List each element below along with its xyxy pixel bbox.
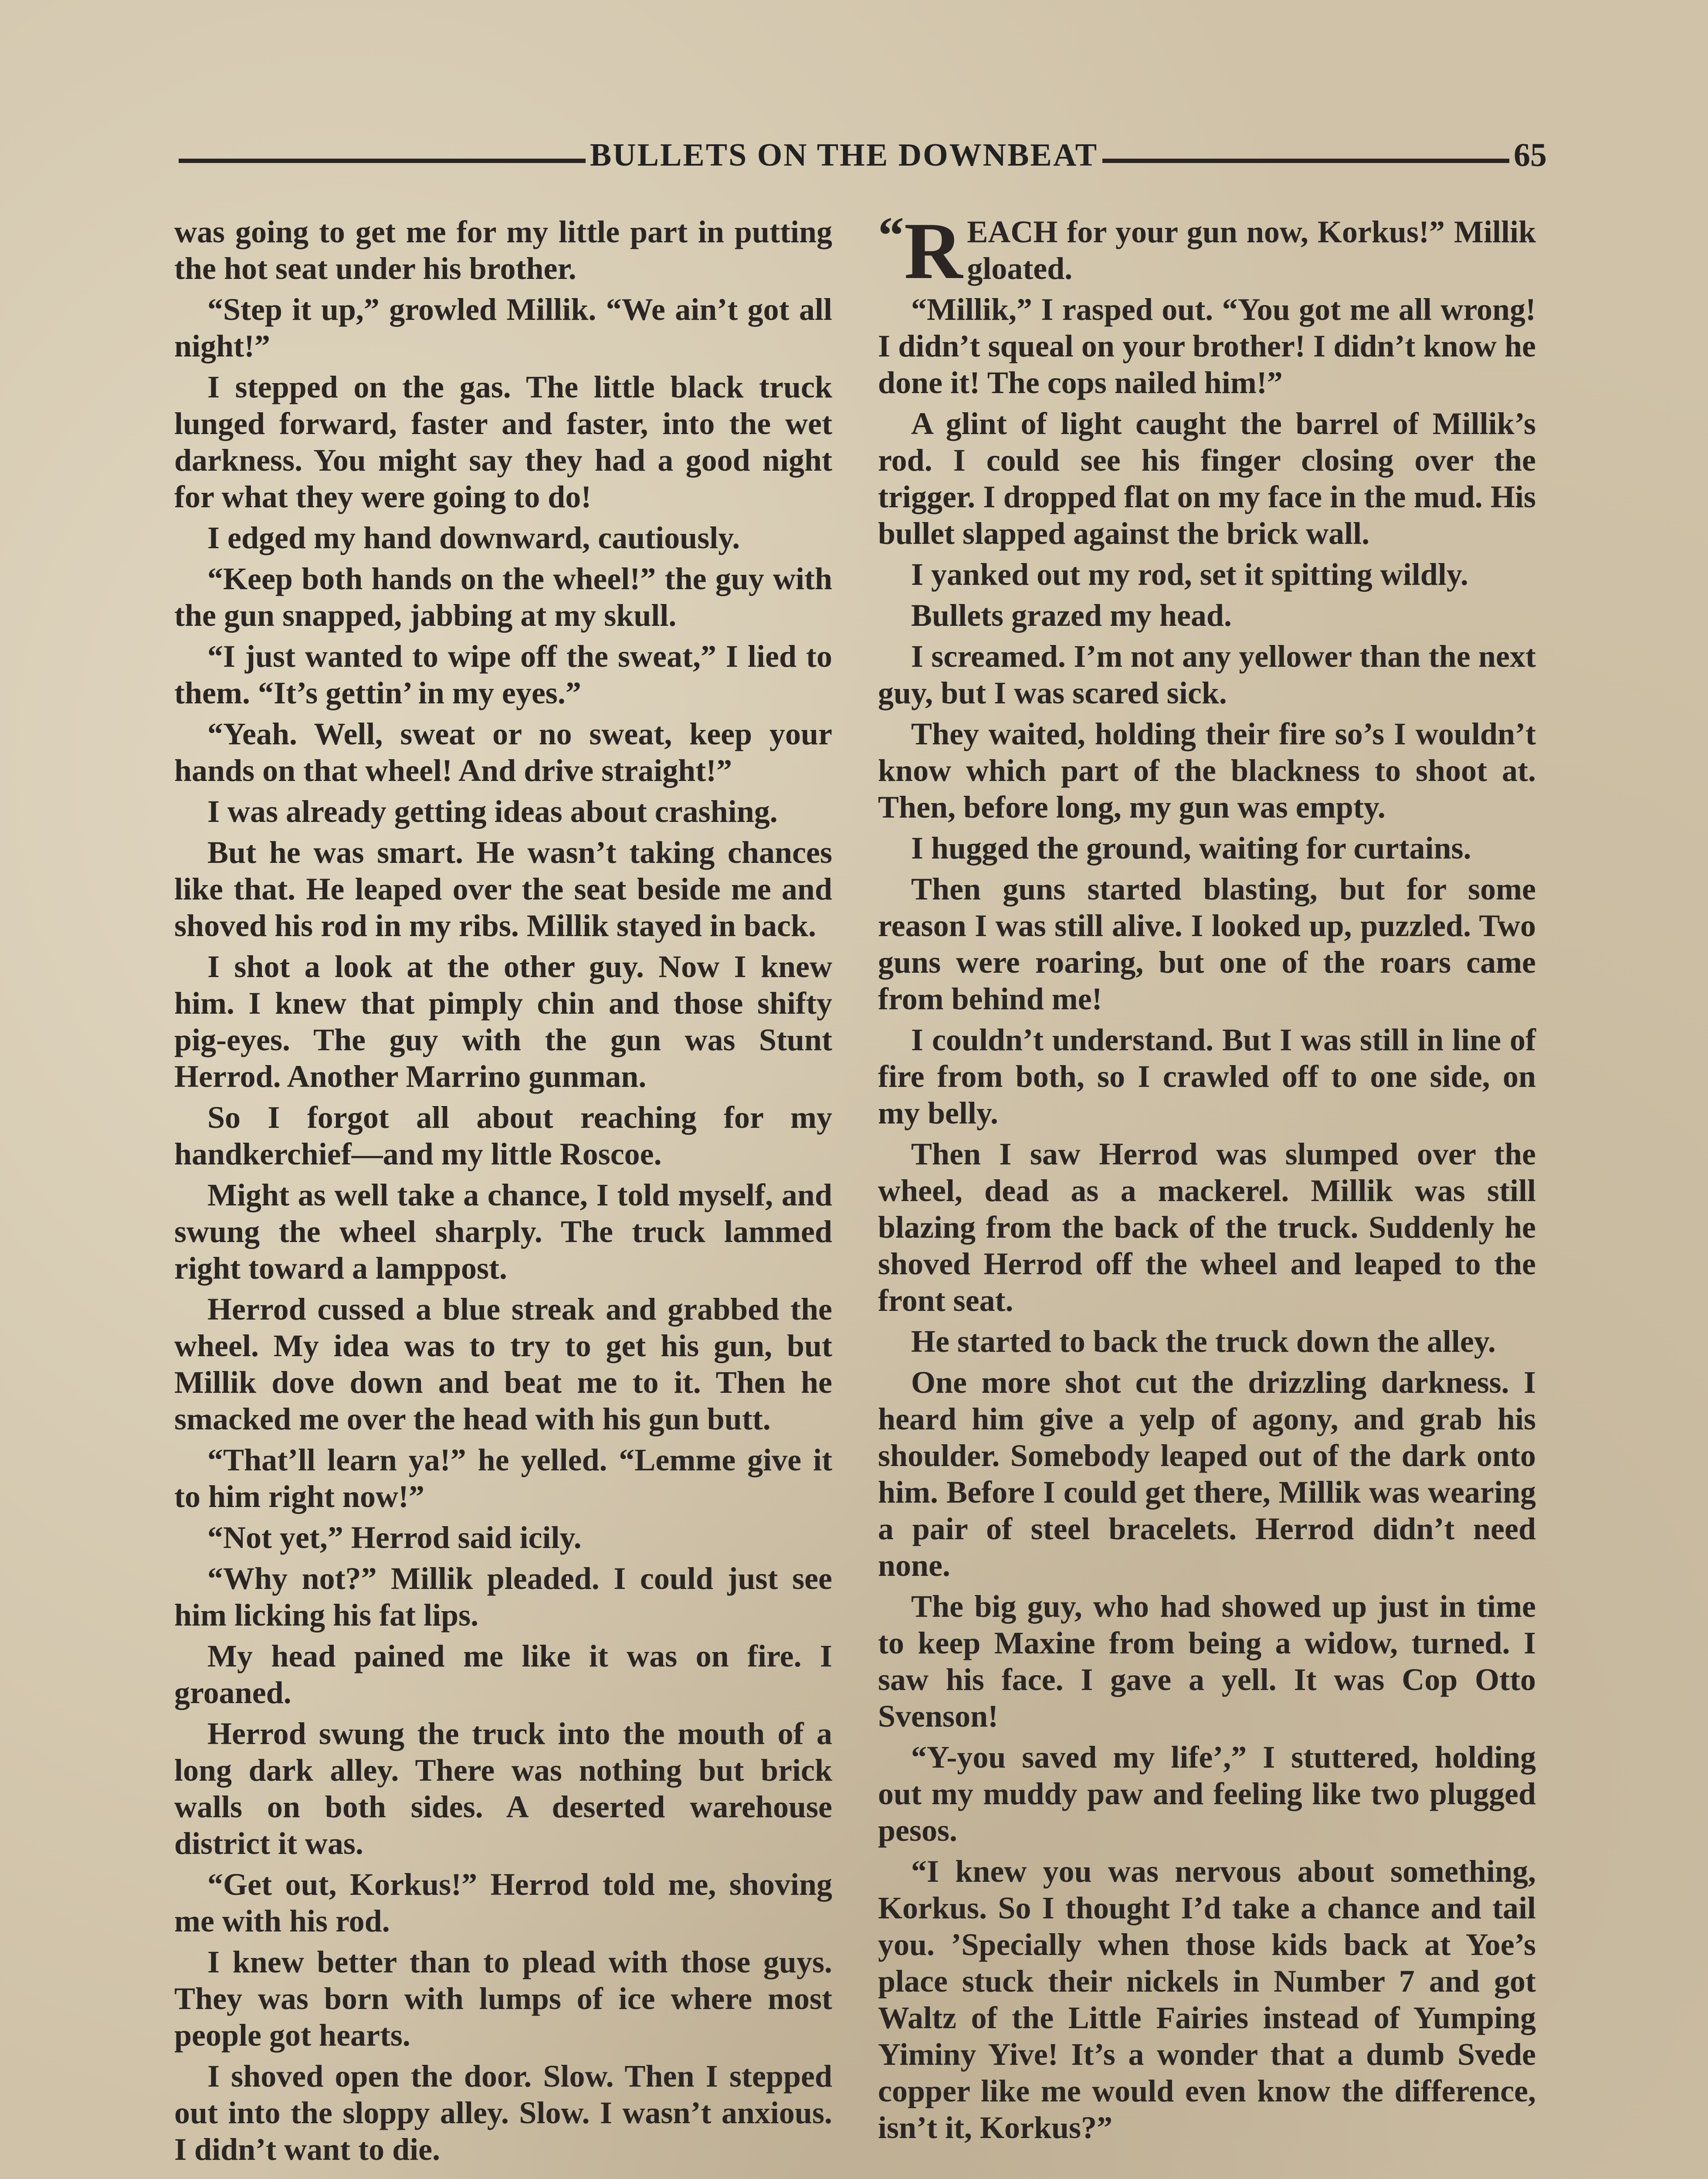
paragraph: “I just wanted to wipe off the sweat,” I lied to them. “It’s gettin’ in my eyes.”	[174, 639, 832, 710]
dropcap-letter: R	[904, 206, 963, 296]
paragraph: I yanked out my rod, set it spitting wildly.	[911, 557, 1468, 592]
paragraph: “Step it up,” growled Millik. “We ain’t got all night!”	[174, 292, 832, 363]
paragraph: I edged my hand downward, cautiously.	[207, 520, 740, 555]
running-title: BULLETS ON THE DOWNBEAT	[590, 137, 1098, 173]
dropcap	[878, 206, 963, 296]
right-column	[878, 206, 1536, 2150]
paragraph: My head pained me like it was on fire. I groaned.	[174, 1639, 832, 1710]
paragraph: “Get out, Korkus!” Herrod told me, shoving me with his rod.	[174, 1867, 832, 1938]
paragraph: A glint of light caught the barrel of Millik’s rod. I could see his finger closing over the trigger. I dropped flat on my face in the mud. His bullet slapped against the brick wall.	[878, 406, 1536, 551]
header-rule-left	[179, 159, 586, 163]
paragraph: I couldn’t understand. But I was still in line of fire from both, so I crawled off to one side, on my belly.	[878, 1022, 1536, 1130]
page-number: 65	[1514, 136, 1547, 173]
header-rule-right	[1102, 159, 1509, 163]
paragraph: “Keep both hands on the wheel!” the guy with the gun snapped, jabbing at my skull.	[174, 561, 832, 633]
paragraph: The big guy, who had showed up just in time to keep Maxine from being a widow, turned. I saw his face. I gave a yell. It was Cop Otto Svenson!	[878, 1589, 1536, 1734]
paragraph: Herrod cussed a blue streak and grabbed the wheel. My idea was to try to get his gun, but Millik dove down and beat me to it. Then he smacked me over the head with his gun butt.	[174, 1292, 832, 1436]
paragraph: One more shot cut the drizzling darkness. I heard him give a yelp of agony, and grab his shoulder. Somebody leaped out of the dark onto him. Before I could get there, Millik was wearing a pair of steel bracelets. Herrod didn’t need none.	[878, 1365, 1536, 1583]
paragraph: “That’ll learn ya!” he yelled. “Lemme give it to him right now!”	[174, 1442, 832, 1514]
paragraph: He started to back the truck down the alley.	[911, 1324, 1496, 1359]
paragraph: “Not yet,” Herrod said icily.	[207, 1520, 582, 1555]
running-header	[179, 129, 1547, 181]
paragraph: “Yeah. Well, sweat or no sweat, keep your hands on that wheel! And drive straight!”	[174, 716, 832, 788]
paragraph: I shoved open the door. Slow. Then I stepped out into the sloppy alley. Slow. I wasn’t anxious. I didn’t want to die.	[174, 2059, 832, 2167]
paragraph: “Y-you saved my life’,” I stuttered, holding out my muddy paw and feeling like two plugged pesos.	[878, 1740, 1536, 1848]
dropcap-quote: “	[878, 206, 904, 264]
paragraph: But he was smart. He wasn’t taking chances like that. He leaped over the seat beside me and shoved his rod in my ribs. Millik stayed in back.	[174, 835, 832, 943]
paragraph: Then guns started blasting, but for some reason I was still alive. I looked up, puzzled. Two guns were roaring, but one of the roars came from behind me!	[878, 872, 1536, 1016]
paragraph: I hugged the ground, waiting for curtains.	[911, 831, 1471, 865]
paragraph: I was already getting ideas about crashing.	[207, 794, 778, 829]
paragraph: “Why not?” Millik pleaded. I could just see him licking his fat lips.	[174, 1561, 832, 1633]
paragraph: I screamed. I’m not any yellower than the next guy, but I was scared sick.	[878, 639, 1536, 710]
paragraph: They waited, holding their fire so’s I wouldn’t know which part of the blackness to shoot at. Then, before long, my gun was empty.	[878, 716, 1536, 825]
paragraph: I stepped on the gas. The little black truck lunged forward, faster and faster, into the wet darkness. You might say they had a good night for what they were going to do!	[174, 370, 832, 514]
paragraph: Then I saw Herrod was slumped over the wheel, dead as a mackerel. Millik was still blazing from the back of the truck. Suddenly he shoved Herrod off the wheel and leaped to the front seat.	[878, 1137, 1536, 1318]
paragraph: So I forgot all about reaching for my handkerchief—and my little Roscoe.	[174, 1100, 832, 1171]
paragraph: was going to get me for my little part in putting the hot seat under his brother.	[174, 214, 832, 286]
paragraph: “I knew you was nervous about something, Korkus. So I thought I’d take a chance and tail you. ’Specially when those kids back at Yoe’s place stuck their nickels in Number 7 and got Waltz of the Little Fairies instead of Yumping Yiminy Yive! It’s a wonder that a dumb Svede copper like me would even know the difference, isn’t it, Korkus?”	[878, 1854, 1536, 2145]
left-column	[174, 214, 832, 2172]
opening-paragraph	[878, 206, 1536, 296]
paragraph: I knew better than to plead with those guys. They was born with lumps of ice where most people got hearts.	[174, 1945, 832, 2053]
paragraph: Herrod swung the truck into the mouth of a long dark alley. There was nothing but brick walls on both sides. A deserted warehouse district it was.	[174, 1716, 832, 1861]
paragraph: Bullets grazed my head.	[911, 598, 1232, 633]
paragraph: Might as well take a chance, I told myself, and swung the wheel sharply. The truck lammed right toward a lamppost.	[174, 1178, 832, 1286]
paragraph: “Millik,” I rasped out. “You got me all wrong! I didn’t squeal on your brother! I didn’t know he done it! The cops nailed him!”	[878, 292, 1536, 400]
opening-text: EACH for your gun now, Korkus!” Millik gloated.	[967, 214, 1536, 286]
paragraph: I shot a look at the other guy. Now I knew him. I knew that pimply chin and those shifty pig-eyes. The guy with the gun was Stunt Herrod. Another Marrino gunman.	[174, 949, 832, 1094]
